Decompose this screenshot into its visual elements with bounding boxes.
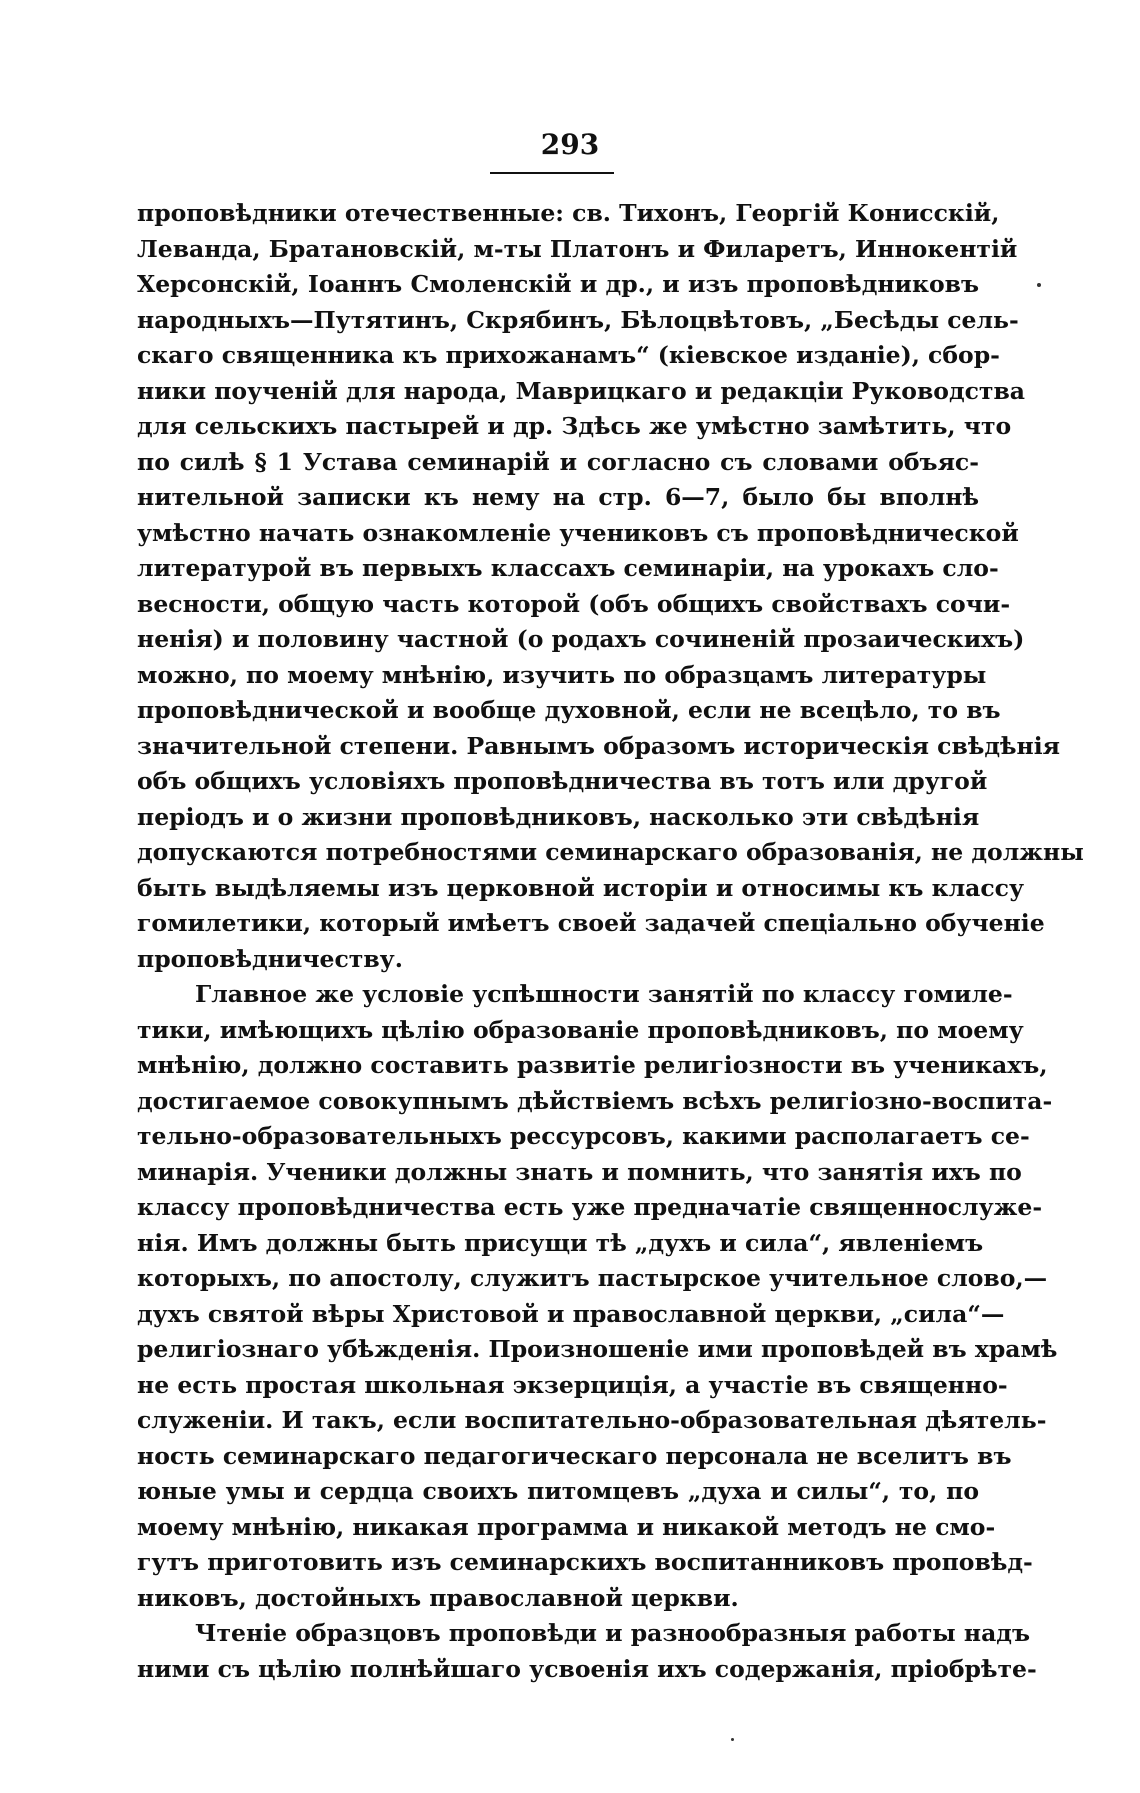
text-line: значительной степени. Равнымъ образомъ историческія свѣдѣнія — [137, 731, 1061, 760]
text-line: ненія) и половину частной (о родахъ сочиненій прозаическихъ) — [137, 625, 1025, 653]
text-line: духъ святой вѣры Христовой и православной церкви, „сила“— — [137, 1299, 1005, 1328]
text-line: юные умы и сердца своихъ питомцевъ „духа и силы“, то, по — [137, 1477, 979, 1505]
text-line: ними съ цѣлію полнѣйшаго усвоенія ихъ содержанія, пріобрѣте- — [137, 1654, 1037, 1683]
text-line: ность семинарскаго педагогическаго персонала не вселитъ въ — [137, 1441, 1012, 1470]
text-line: литературой въ первыхъ классахъ семинаріи, на урокахъ сло- — [137, 554, 999, 582]
page-number: 293 — [540, 128, 600, 161]
text-line: служеніи. И такъ, если воспитательно-образовательная дѣятель- — [137, 1406, 1047, 1434]
paragraph — [137, 196, 1084, 977]
text-line: по силѣ § 1 Устава семинарій и согласно съ словами объяс- — [137, 447, 979, 476]
text-line: объ общихъ условіяхъ проповѣдничества въ тотъ или другой — [137, 767, 988, 795]
text-line: гутъ приготовить изъ семинарскихъ воспитанниковъ проповѣд- — [137, 1548, 1033, 1576]
text-line: проповѣднической и вообще духовной, если не всецѣло, то въ — [137, 696, 1001, 724]
paragraph — [137, 1616, 1037, 1687]
text-line: мнѣнію, должно составить развитіе религіозности въ ученикахъ, — [137, 1051, 1048, 1079]
print-speck — [731, 1738, 734, 1741]
text-line: ники поученій для народа, Маврицкаго и редакціи Руководства — [137, 376, 1026, 405]
text-line: тельно-образовательныхъ рессурсовъ, какими располагаетъ се- — [137, 1122, 1030, 1150]
text-line: Главное же условіе успѣшности занятій по классу гомиле- — [195, 980, 1013, 1008]
text-line: не есть простая школьная экзерциція, а участіе въ священно- — [137, 1370, 1008, 1399]
print-speck — [1037, 283, 1041, 287]
text-line: проповѣдничеству. — [137, 944, 403, 973]
text-line: никовъ, достойныхъ православной церкви. — [137, 1583, 739, 1612]
text-line: быть выдѣляемы изъ церковной исторіи и относимы къ классу — [137, 873, 1025, 902]
text-line: Леванда, Братановскій, м-ты Платонъ и Филаретъ, Иннокентій — [137, 234, 1018, 263]
paragraph — [137, 977, 1058, 1616]
text-line: тики, имѣющихъ цѣлію образованіе проповѣдниковъ, по моему — [137, 1015, 1024, 1044]
text-line: которыхъ, по апостолу, служитъ пастырское учительное слово,— — [137, 1264, 1048, 1292]
text-line: нительной записки къ нему на стр. 6—7, было бы вполнѣ — [137, 483, 979, 511]
text-line: религіознаго убѣжденія. Произношеніе ими проповѣдей въ храмѣ — [137, 1335, 1058, 1363]
page-number-rule — [490, 172, 614, 174]
text-line: весности, общую часть которой (объ общихъ свойствахъ сочи- — [137, 589, 1011, 618]
text-line: моему мнѣнію, никакая программа и никакой методъ не смо- — [137, 1512, 996, 1541]
body-text — [137, 196, 1084, 1687]
text-line: нія. Имъ должны быть присущи тѣ „духъ и сила“, явленіемъ — [137, 1228, 984, 1257]
text-line: проповѣдники отечественные: св. Тихонъ, Георгій Конисскій, — [137, 199, 1000, 227]
text-line: скаго священника къ прихожанамъ“ (кіевское изданіе), сбор- — [137, 341, 1000, 369]
text-line: достигаемое совокупнымъ дѣйствіемъ всѣхъ религіозно-воспита- — [137, 1086, 1053, 1115]
text-line: гомилетики, который имѣетъ своей задачей спеціально обученіе — [137, 909, 1045, 937]
text-line: можно, по моему мнѣнію, изучить по образцамъ литературы — [137, 660, 987, 689]
text-line: для сельскихъ пастырей и др. Здѣсь же умѣстно замѣтить, что — [137, 412, 1012, 440]
text-line: умѣстно начать ознакомленіе учениковъ съ проповѣднической — [137, 518, 1019, 547]
text-line: Херсонскій, Іоаннъ Смоленскій и др., и изъ проповѣдниковъ — [137, 270, 979, 298]
text-line: народныхъ—Путятинъ, Скрябинъ, Бѣлоцвѣтовъ, „Бесѣды сель- — [137, 305, 1019, 334]
text-line: минарія. Ученики должны знать и помнить, что занятія ихъ по — [137, 1157, 1022, 1186]
text-line: Чтеніе образцовъ проповѣди и разнообразныя работы надъ — [195, 1619, 1030, 1647]
text-line: классу проповѣдничества есть уже предначатіе священнослуже- — [137, 1193, 1043, 1221]
text-line: періодъ и о жизни проповѣдниковъ, насколько эти свѣдѣнія — [137, 802, 980, 831]
text-line: допускаются потребностями семинарскаго образованія, не должны — [137, 838, 1084, 866]
